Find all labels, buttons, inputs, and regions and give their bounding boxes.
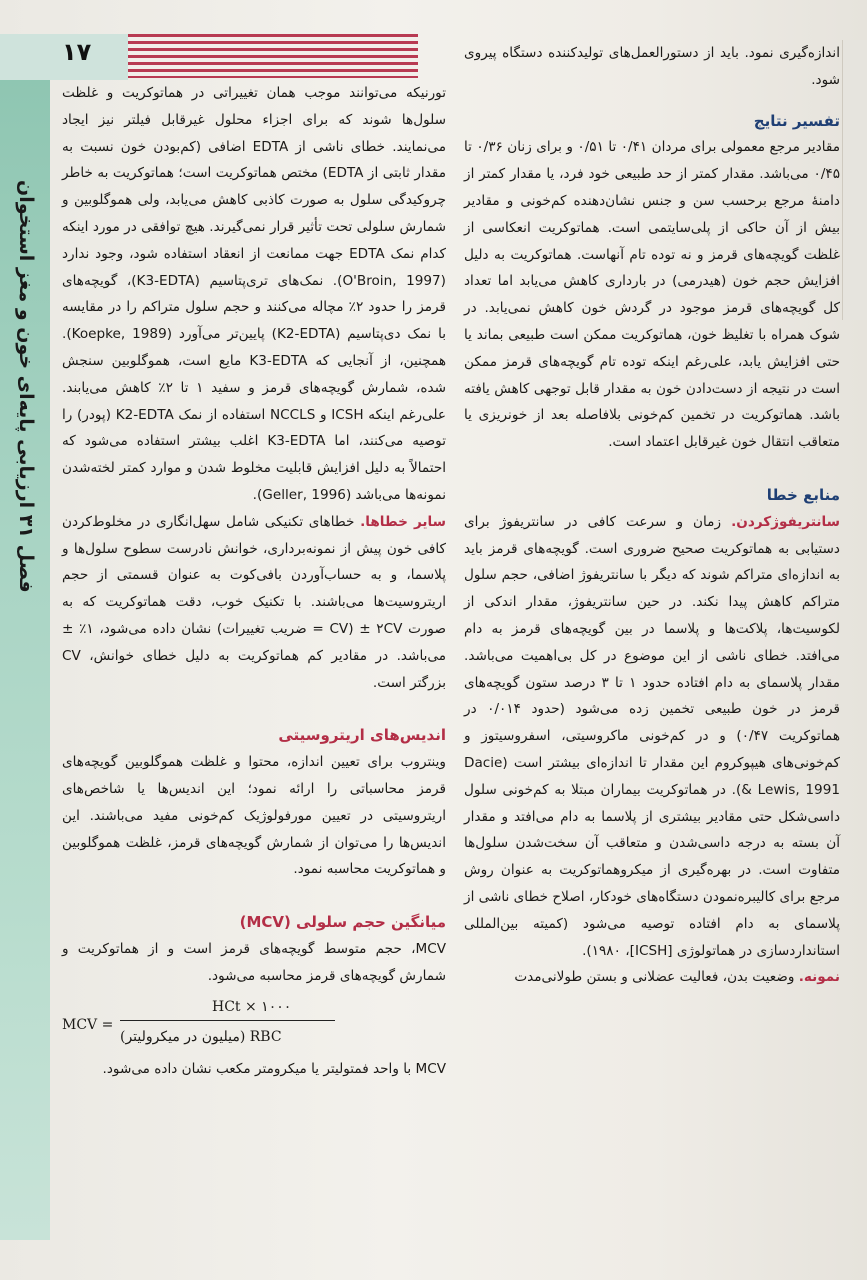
other-errors-paragraph [62,509,446,697]
indices-paragraph: وینتروب برای تعیین اندازه، محتوا و غلظت هموگلوبین گویچه‌های قرمز محاسباتی را ارائه نمود؛ این اندیس‌ها یا شاخص‌های اریتروسیتی در تعیین مورفولوژیک کم‌خونی مفید می‌باشند. این اندیس‌ها را می‌توان از شمارش گویچه‌های قرمز، غلظت هموگلوبین و هماتوکریت محاسبه نمود. [62,754,446,878]
mcv-formula [62,994,446,1050]
right-column [464,40,840,991]
formula-lhs: MCV = [62,1016,114,1033]
centrifuge-label: سانتریفوژکردن. [731,513,840,530]
chapter-title: فصل ۳۱ ارزیابی پایه‌ای خون و مغز استخوان [15,180,37,593]
mcv-heading: میانگین حجم سلولی (MCV) [239,913,446,932]
header-stripes [128,34,418,78]
next-page-edge [842,40,867,320]
mcv-unit-paragraph: MCV با واحد فمتولیتر یا میکرومتر مکعب نشان داده می‌شود. [102,1060,446,1077]
formula-denominator: RBC (میلیون در میکرولیتر) [120,1028,282,1045]
left-column [62,80,446,1082]
other-errors-label: سایر خطاها. [360,513,446,530]
centrifuge-paragraph [464,509,840,965]
indices-heading: اندیس‌های اریتروسیتی [278,726,446,745]
chapter-spine [0,80,50,1240]
edta-paragraph: تورنیکه می‌توانند موجب همان تغییراتی در هماتوکریت و غلظت سلول‌ها شوند که برای اجزاء محلول غیرقابل فیلتر نیز ایجاد می‌نمایند. خطای ناشی از EDTA اضافی (کم‌بودن خون نسبت به مقدار ثابتی از EDTA) مختص هماتوکریت است؛ هماتوکریت به خاطر چروکیدگی سلول به صورت کاذبی کاهش می‌یابد، ولی هموگلوبین و شمارش سلولی تحت تأثیر قرار نمی‌گیرند. هیچ توافقی در مورد اینکه کدام نمک EDTA جهت ممانعت از انعقاد استفاده شود، وجود ندارد (O'Broin, 1997). نمک‌های تری‌پتاسیم (K3-EDTA)، گویچه‌های قرمز را حدود ۲٪ مچاله می‌کنند و حجم سلول متراکم را در مقایسه با نمک دی‌پتاسیم (K2-EDTA) پایین‌تر می‌آورد (Koepke, 1989). همچنین، از آنجایی که K3-EDTA مایع است، هموگلوبین سنجش شده، شمارش گویچه‌های قرمز و سفید ۱ تا ۲٪ کاهش می‌یابند. علی‌رغم اینکه ICSH و NCCLS استفاده از نمک K2-EDTA (پودر) را توصیه می‌کنند، اما K3-EDTA اغلب بیشتر استفاده می‌شود که احتمالاً به دلیل افزایش قابلیت مخلوط شدن و موارد کمتر لخته‌شدن نمونه‌ها می‌باشد (Geller, 1996). [62,85,446,503]
page-number: ۱۷ [62,38,92,66]
error-sources-heading: منابع خطا [766,485,840,504]
sample-paragraph [464,964,840,991]
formula-numerator: HCt × ۱۰۰۰ [212,998,292,1015]
sample-text: وضعیت بدن، فعالیت عضلانی و بستن طولانی‌مدت [514,969,795,986]
centrifuge-text: زمان و سرعت کافی در سانتریفوژ برای دستیابی به هماتوکریت صحیح ضروری است. گویچه‌های قرمز باید به اندازه‌ای متراکم شوند که دیگر با سانتریفوژ اضافی، حجم سلول متراکم کاهش پیدا نکند. در حین سانتریفوژ، مقدار اندکی از لکوسیت‌ها، پلاکت‌ها و پلاسما در بین گویچه‌های قرمز به دام می‌افتد. خطای ناشی از این موضوع در کل بی‌اهمیت می‌باشد. مقدار پلاسمای به دام افتاده حدود ۱ تا ۳ درصد ستون گویچه‌های قرمز در خون طبیعی تخمین زده می‌شود (حدود ۰/۰۱۴ در هماتوکریت ۰/۴۷) و در کم‌خونی ماکروسیتی، اسفروسیتوز و کم‌خونی‌های هیپوکروم این مقدار تا اندازه‌ای بیشتر است (Dacie & Lewis, 1991). در هماتوکریت بیماران مبتلا به کم‌خونی سلول داسی‌شکل حتی مقادیر بیشتری از پلاسما به دام می‌افتد و مقدار آن بسته به درجه داسی‌شدن و متعاقب آن سخت‌شدن سلول‌ها متفاوت است. در بهره‌گیری از میکروهماتوکریت به عنوان روش مرجع برای کالیبره‌نمودن دستگاه‌های خودکار، اصلاح خطای ناشی از پلاسمای به دام افتاده توصیه می‌شود (کمیته بین‌المللی استانداردسازی در هماتولوژی [ICSH]، ۱۹۸۰). [464,513,840,959]
intro-paragraph: اندازه‌گیری نمود. باید از دستورالعمل‌های تولیدکننده دستگاه پیروی شود. [464,45,840,88]
interpretation-paragraph: مقادیر مرجع معمولی برای مردان ۰/۴۱ تا ۰/۵۱ و برای زنان ۰/۳۶ تا ۰/۴۵ می‌باشد. مقدار کمتر از حد طبیعی خود فرد، یا مقدار کمتر از دامنهٔ مرجع برحسب سن و جنس نشان‌دهنده کم‌خونی و مقادیر بیش از آن حاکی از پلی‌سایتمی است. هماتوکریت انعکاسی از غلظت گویچه‌های قرمز و نه توده تام آنهاست. هماتوکریت به دلیل افزایش حجم خون (هیدرمی) در بارداری کاهش می‌یابد اما تعداد کل گویچه‌های قرمز موجود در گردش خون کاهش نمی‌یابد. در شوک همراه با تغلیظ خون، هماتوکریت ممکن است طبیعی بماند یا حتی افزایش یابد، علی‌رغم اینکه توده تام گویچه‌های قرمز ممکن است در نتیجه از دست‌دادن خون به مقدار قابل توجهی کاهش یافته باشد. هماتوکریت در تخمین کم‌خونی بلافاصله بعد از خونریزی یا متعاقب انتقال خون غیرقابل اعتماد است. [464,139,840,451]
interpretation-heading: تفسیر نتایج [753,111,840,130]
mcv-paragraph: MCV، حجم متوسط گویچه‌های قرمز است و از هماتوکریت و شمارش گویچه‌های قرمز محاسبه می‌شود. [62,940,446,984]
sample-label: نمونه. [798,969,840,986]
other-errors-text: خطاهای تکنیکی شامل سهل‌انگاری در مخلوط‌کردن کافی خون پیش از نمونه‌برداری، خوانش نادرست سطوح سلول‌ها و پلاسما، و به حساب‌آوردن بافی‌کوت به عنوان قسمتی از حجم اریتروسیت‌ها می‌باشند. با تکنیک خوب، دقت هماتوکریت که به صورت ۲CV ± (CV = ضریب تغییرات) نشان داده می‌شود، ۱٪ ± می‌باشد. در مقادیر کم هماتوکریت به دلیل خطای خوانش، CV بزرگتر است. [62,513,446,691]
fraction-line [120,1020,335,1021]
